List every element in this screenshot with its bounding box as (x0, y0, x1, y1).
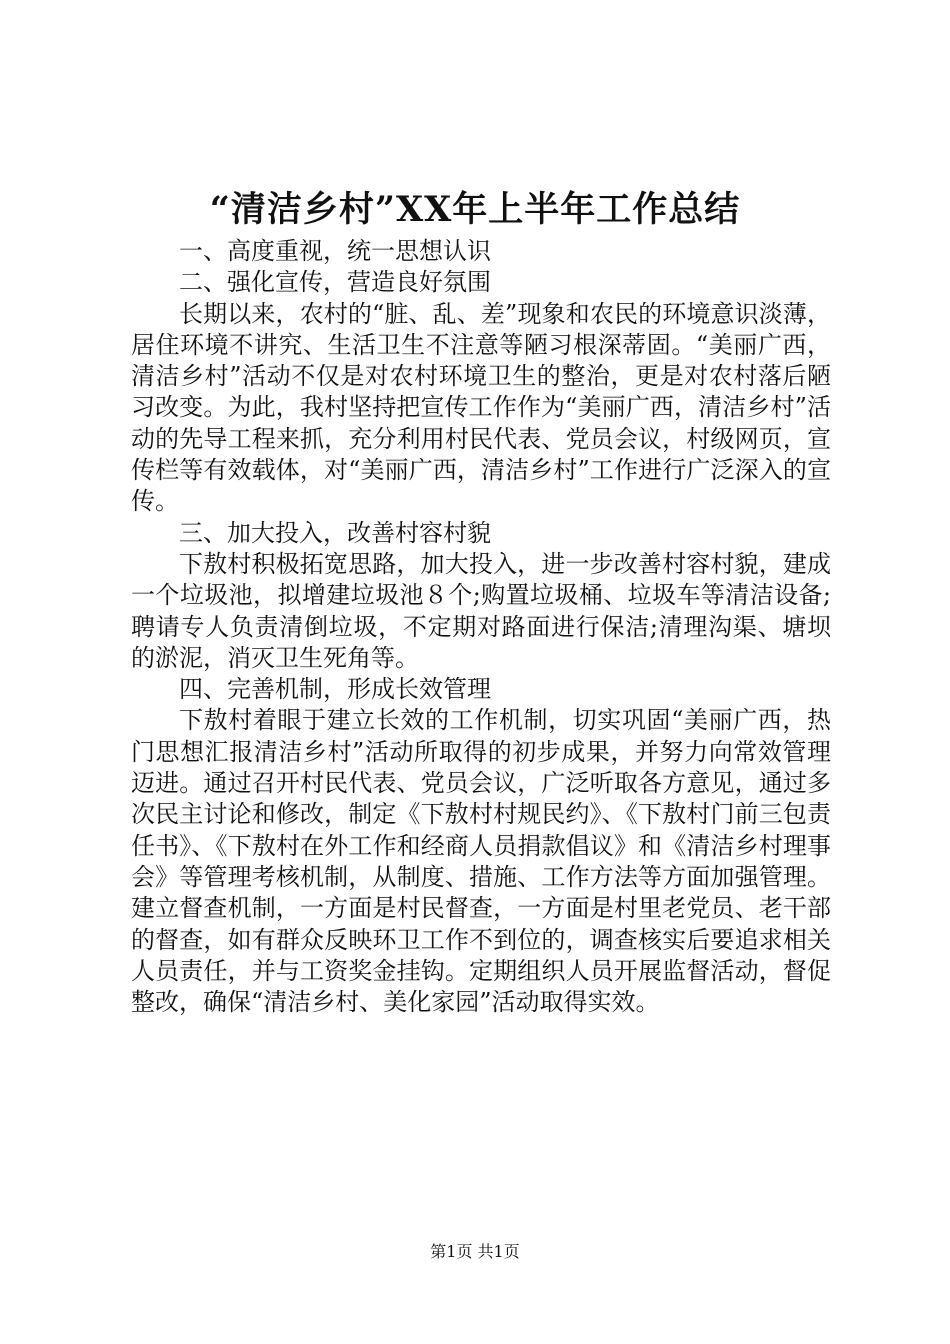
section-heading-4: 四、完善机制，形成长效管理 (179, 675, 491, 704)
section-heading-2: 二、强化宣传，营造良好氛围 (179, 268, 491, 297)
body-paragraph-2: 下敖村积极拓宽思路，加大投入，进一步改善村容村貌，建成一个垃圾池，拟增建垃圾池８个;购置垃圾桶、垃圾车等清洁设备;聘请专人负责清倒垃圾，不定期对路面进行保洁;清理沟渠、塘坝的淤泥，消灭卫生死角等。 (131, 549, 831, 672)
document-body (131, 236, 831, 1018)
body-paragraph-3: 下敖村着眼于建立长效的工作机制，切实巩固“美丽广西，热门思想汇报清洁乡村”活动所取得的初步成果，并努力向常效管理迈进。通过召开村民代表、党员会议，广泛听取各方意见，通过多次民主讨论和修改，制定《下敖村村规民约》、《下敖村门前三包责任书》、《下敖村在外工作和经商人员捐款倡议》和《清洁乡村理事会》等管理考核机制，从制度、措施、工作方法等方面加强管理。建立督查机制，一方面是村民督查，一方面是村里老党员、老干部的督查，如有群众反映环卫工作不到位的，调查核实后要追求相关人员责任，并与工资奖金挂钩。定期组织人员开展监督活动，督促整改，确保“清洁乡村、美化家园”活动取得实效。 (131, 706, 831, 1017)
page-number-footer: 第1页 共1页 (430, 1242, 520, 1261)
section-heading-1: 一、高度重视，统一思想认识 (179, 237, 491, 265)
section-heading-3: 三、加大投入，改善村容村貌 (179, 518, 491, 547)
document-title: “清洁乡村”XX年上半年工作总结 (209, 189, 741, 230)
body-paragraph-1: 长期以来，农村的“脏、乱、差”现象和农民的环境意识淡薄，居住环境不讲究、生活卫生不注意等陋习根深蒂固。“美丽广西，清洁乡村”活动不仅是对农村环境卫生的整治，更是对农村落后陋习改变。为此，我村坚持把宣传工作作为“美丽广西，清洁乡村”活动的先导工程来抓，充分利用村民代表、党员会议，村级网页，宣传栏等有效载体，对“美丽广西，清洁乡村”工作进行广泛深入的宣传。 (131, 299, 831, 516)
